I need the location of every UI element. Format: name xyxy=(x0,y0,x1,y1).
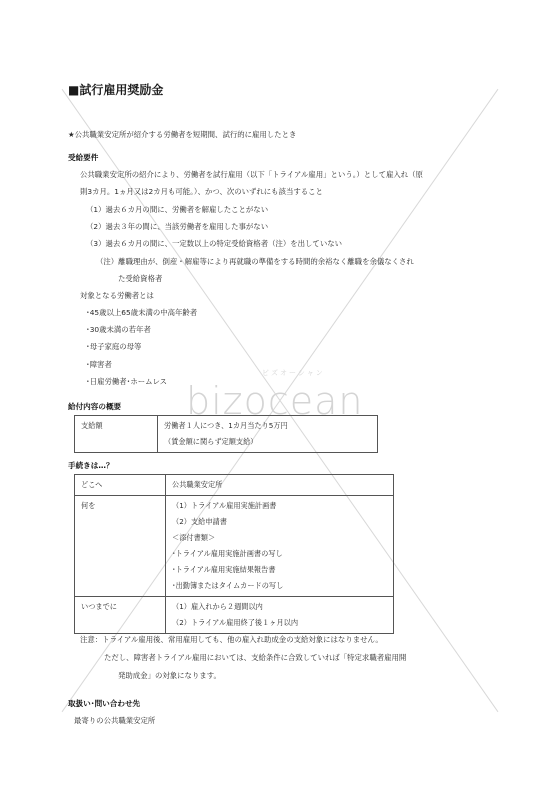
procedure-table xyxy=(74,474,394,634)
requirements-line: （3）過去６カ月の間に、一定数以上の特定受給資格者（注）を出していない xyxy=(86,239,342,248)
requirements-note: （注）離職理由が、倒産・解雇等により再就職の準備をする時間的余裕なく離職を余儀なくされ xyxy=(96,257,414,266)
procedure-value: （2）トライアル雇用終了後１ヶ月以内 xyxy=(172,618,299,627)
note-text: 発助成金」の対象になります。 xyxy=(118,671,221,680)
procedure-label-cell xyxy=(75,597,166,634)
benefit-table xyxy=(74,415,378,453)
procedure-label-cell xyxy=(75,496,166,597)
procedure-value-cell xyxy=(166,597,394,634)
procedure-value: ･トライアル雇用実施結果報告書 xyxy=(172,565,276,574)
requirements-line: 則3カ月。1ヵ月又は2カ月も可能。）、かつ、次のいずれにも該当すること xyxy=(80,187,323,196)
requirements-line: 公共職業安定所の紹介により、労働者を試行雇用（以下「トライアル雇用」という。）として雇入れ（原 xyxy=(80,170,423,179)
benefit-label: 支給額 xyxy=(81,421,103,430)
watermark-logo: bizocean xyxy=(186,379,364,423)
procedure-value: ＜添付書類＞ xyxy=(172,533,216,542)
requirements-line: 対象となる労働者とは xyxy=(80,291,154,300)
target-worker-item: ･45歳以上65歳未満の中高年齢者 xyxy=(86,308,198,317)
requirements-note: た受給資格者 xyxy=(118,274,163,283)
procedure-value: ･トライアル雇用実施計画書の写し xyxy=(172,549,283,558)
procedure-heading: 手続きは…？ xyxy=(68,461,114,470)
procedure-label: どこへ xyxy=(81,480,103,489)
procedure-value: （2）支給申請書 xyxy=(172,517,227,526)
target-worker-item: ･30歳未満の若年者 xyxy=(86,325,151,334)
procedure-label: いつまでに xyxy=(81,602,117,611)
requirements-heading: 受給要件 xyxy=(68,153,99,162)
benefit-label-cell xyxy=(75,416,158,453)
page-title: ■試行雇用奨励金 xyxy=(68,83,164,97)
procedure-value: （1）トライアル雇用実施計画書 xyxy=(172,501,277,510)
table-row xyxy=(75,496,394,597)
benefit-value-cell xyxy=(158,416,378,453)
procedure-label-cell xyxy=(75,475,166,496)
contact-text: 最寄りの公共職業安定所 xyxy=(74,716,156,725)
table-row xyxy=(75,416,378,453)
watermark-kana: ビズオーシャン xyxy=(262,369,325,377)
benefit-note: （賃金額に関らず定額支給） xyxy=(164,437,258,446)
target-worker-item: ･日雇労働者･ホームレス xyxy=(86,377,168,386)
procedure-value: 公共職業安定所 xyxy=(172,480,223,489)
benefit-amount: 労働者１人につき、1カ月当たり5万円 xyxy=(164,421,288,430)
target-worker-item: ･障害者 xyxy=(86,360,112,369)
procedure-value-cell xyxy=(166,475,394,496)
procedure-value-cell xyxy=(166,496,394,597)
table-row xyxy=(75,475,394,496)
requirements-line: （1）過去６カ月の間に、労働者を解雇したことがない xyxy=(86,205,269,214)
contact-heading: 取扱い･問い合わせ先 xyxy=(68,699,141,708)
target-worker-item: ･母子家庭の母等 xyxy=(86,342,142,351)
note-text: 注意：トライアル雇用後、常用雇用しても、他の雇入れ助成金の支給対象にはなりません。 xyxy=(80,635,383,644)
table-row xyxy=(75,597,394,634)
procedure-label: 何を xyxy=(81,501,96,510)
procedure-value: （1）雇入れから２週間以内 xyxy=(172,602,263,611)
requirements-line: （2）過去３年の間に、当該労働者を雇用した事がない xyxy=(86,222,269,231)
note-text: ただし、障害者トライアル雇用においては、支給条件に合致していれば「特定求職者雇用開 xyxy=(104,653,407,662)
intro-text: ★公共職業安定所が紹介する労働者を短期間、試行的に雇用したとき xyxy=(68,130,297,139)
procedure-value: ･出勤簿またはタイムカードの写し xyxy=(172,581,284,590)
benefit-heading: 給付内容の概要 xyxy=(68,402,122,411)
